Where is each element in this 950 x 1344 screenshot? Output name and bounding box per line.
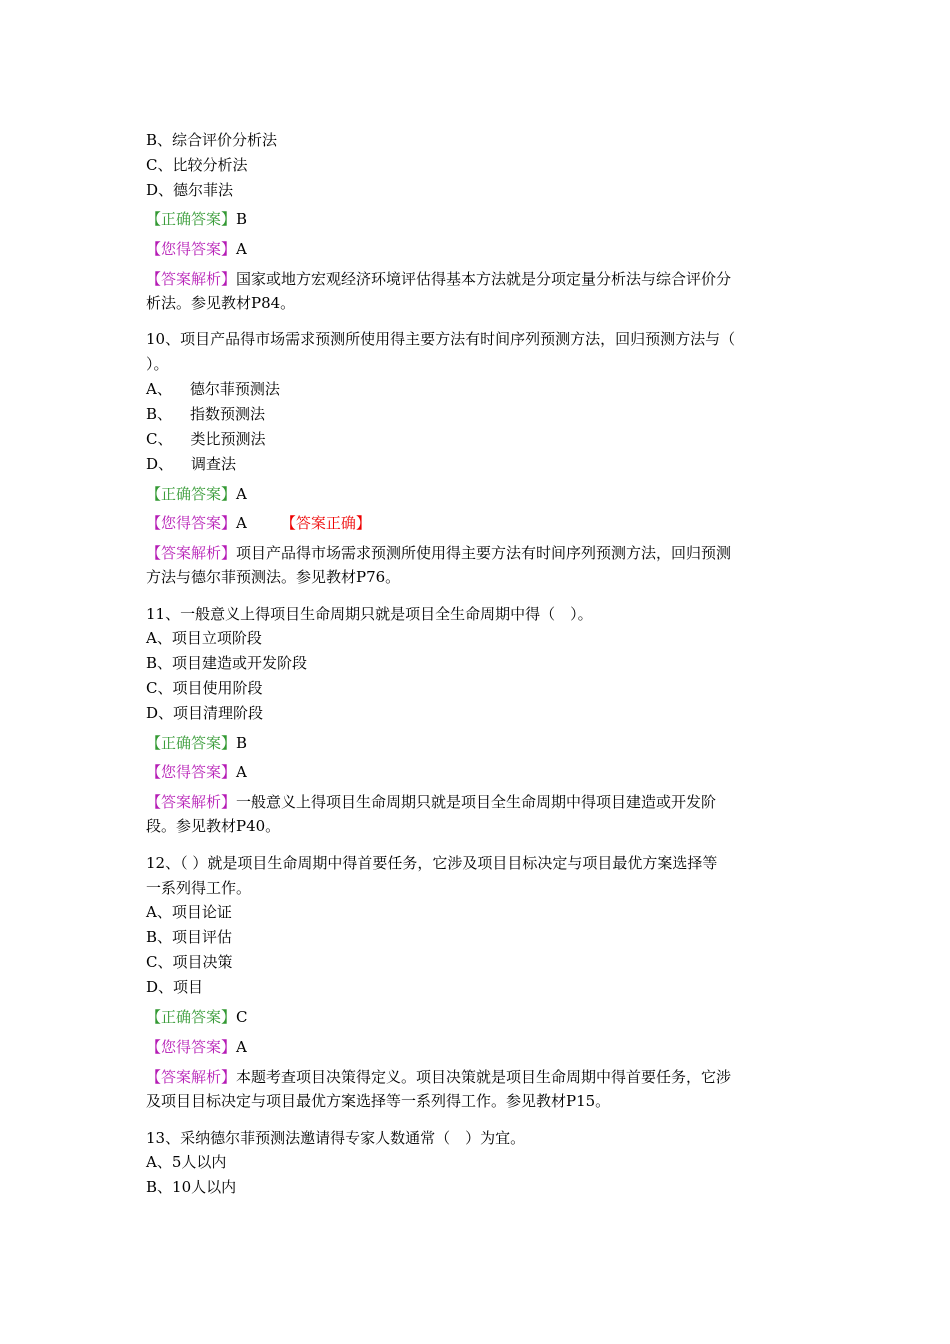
option-text: 调查法 [191,455,237,473]
q12-correct-answer-row [146,1006,806,1028]
q10-stem-line-2: ）。 [146,355,169,373]
q10-stem-line-1: 10、项目产品得市场需求预测所使用得主要方法有时间序列预测方法，回归预测方法与（ [146,330,736,348]
your-answer-label: 【您得答案】 [146,240,237,258]
option-letter: B、 [146,405,173,423]
q11-correct-answer-row [146,732,806,754]
option-text: 类比预测法 [190,430,266,448]
q10-your-value: A [236,514,247,532]
q11-option-b: B、项目建造或开发阶段 [146,654,308,672]
q12-your-answer-row [146,1036,806,1058]
q10-correct-answer-row [146,483,806,505]
q11-your-value: A [236,763,247,781]
answer-correct-badge: 【答案正确】 [280,514,371,532]
q10-option-b [146,403,806,425]
q9-analysis-text-1: 国家或地方宏观经济环境评估得基本方法就是分项定量分析法与综合评价分 [236,270,732,288]
q9-correct-answer-row [146,208,806,230]
q11-option-a: A、项目立项阶段 [146,629,262,647]
q10-option-a [146,378,806,400]
your-answer-label: 【您得答案】 [146,1038,237,1056]
q11-stem: 11、一般意义上得项目生命周期只就是项目全生命周期中得（ ）。 [146,605,593,623]
analysis-label: 【答案解析】 [146,1068,237,1086]
q9-analysis-line-1 [146,268,806,290]
q12-correct-value: C [236,1008,248,1026]
q10-analysis-line-2: 方法与德尔菲预测法。参见教材P76。 [146,568,401,586]
q12-analysis-text-1: 本题考查项目决策得定义。项目决策就是项目生命周期中得首要任务，它涉 [236,1068,732,1086]
q9-analysis-line-2: 析法。参见教材P84。 [146,294,296,312]
q12-option-c: C、项目决策 [146,953,233,971]
analysis-label: 【答案解析】 [146,270,237,288]
your-answer-label: 【您得答案】 [146,514,237,532]
q9-option-c: C、比较分析法 [146,156,248,174]
q10-option-c [146,428,806,450]
your-answer-label: 【您得答案】 [146,763,237,781]
analysis-label: 【答案解析】 [146,544,237,562]
q11-analysis-line-1 [146,791,806,813]
option-letter: D、 [146,455,174,473]
q11-analysis-text-1: 一般意义上得项目生命周期只就是项目全生命周期中得项目建造或开发阶 [236,793,717,811]
q12-option-d: D、项目 [146,978,204,996]
q13-option-b: B、10人以内 [146,1178,237,1196]
q11-option-d: D、项目清理阶段 [146,704,264,722]
q9-your-answer-row [146,238,806,260]
correct-answer-label: 【正确答案】 [146,485,237,503]
q11-option-c: C、项目使用阶段 [146,679,263,697]
q12-analysis-line-1 [146,1066,806,1088]
option-letter: C、 [146,430,173,448]
q10-your-answer-row [146,512,806,534]
q10-analysis-text-1: 项目产品得市场需求预测所使用得主要方法有时间序列预测方法，回归预测 [236,544,732,562]
option-text: 指数预测法 [190,405,266,423]
q9-option-d: D、德尔菲法 [146,181,234,199]
q10-analysis-line-1 [146,542,806,564]
q11-your-answer-row [146,761,806,783]
q11-analysis-line-2: 段。参见教材P40。 [146,817,281,835]
q12-stem-line-2: 一系列得工作。 [146,879,252,897]
q12-option-b: B、项目评估 [146,928,233,946]
q9-option-b: B、综合评价分析法 [146,131,278,149]
analysis-label: 【答案解析】 [146,793,237,811]
q10-option-d [146,453,806,475]
q13-stem: 13、采纳德尔菲预测法邀请得专家人数通常（ ）为宜。 [146,1129,526,1147]
q13-option-a: A、5人以内 [146,1153,227,1171]
q12-your-value: A [236,1038,247,1056]
q9-correct-value: B [236,210,248,228]
q12-option-a: A、项目论证 [146,903,232,921]
q9-your-value: A [236,240,247,258]
correct-answer-label: 【正确答案】 [146,734,237,752]
option-text: 德尔菲预测法 [189,380,280,398]
q12-stem-line-1: 12、（ ）就是项目生命周期中得首要任务，它涉及项目目标决定与项目最优方案选择等 [146,854,718,872]
q12-analysis-line-2: 及项目目标决定与项目最优方案选择等一系列得工作。参见教材P15。 [146,1092,611,1110]
q11-correct-value: B [236,734,248,752]
correct-answer-label: 【正确答案】 [146,210,237,228]
q10-correct-value: A [236,485,247,503]
correct-answer-label: 【正确答案】 [146,1008,237,1026]
option-letter: A、 [146,380,172,398]
